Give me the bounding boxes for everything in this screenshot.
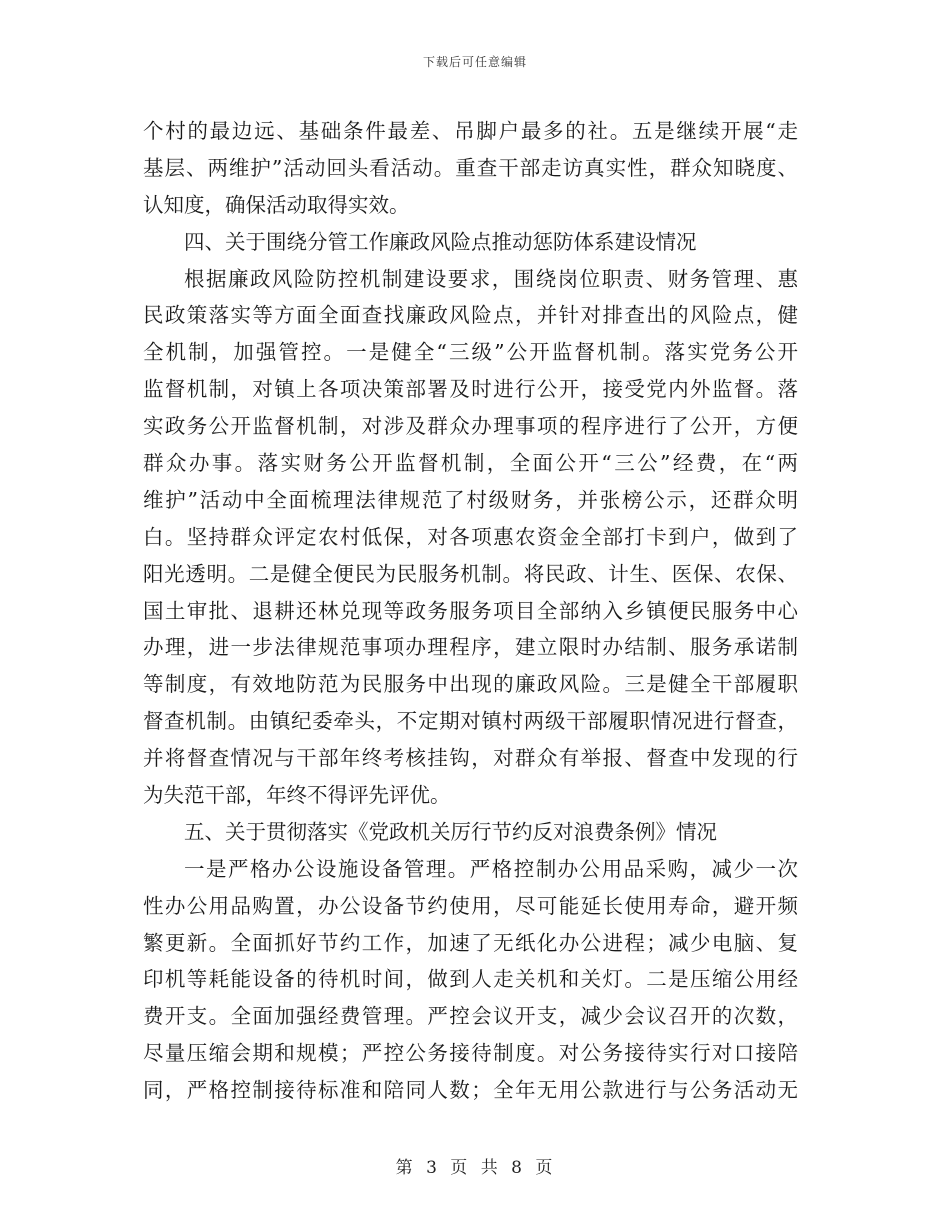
page-footer: 第 3 页 共 8 页 [395, 1158, 555, 1178]
section-heading: 五、关于贯彻落实《党政机关厉行节约反对浪费条例》情况 [184, 819, 717, 844]
section-heading: 四、关于围绕分管工作廉政风险点推动惩防体系建设情况 [184, 229, 697, 254]
text-line: 维护”活动中全面梳理法律规范了村级财务，并张榜公示，还群众明 [143, 487, 798, 512]
text-line: 费开支。全面加强经费管理。严控会议开支，减少会议召开的次数， [143, 1004, 798, 1029]
text-line: 繁更新。全面抓好节约工作，加速了无纸化办公进程；减少电脑、复 [143, 930, 798, 955]
text-line: 基层、两维护”活动回头看活动。重查干部走访真实性，群众知晓度、 [143, 155, 798, 180]
text-line: 民政策落实等方面全面查找廉政风险点，并针对排查出的风险点，健 [143, 303, 798, 328]
text-line: 实政务公开监督机制，对涉及群众办理事项的程序进行了公开，方便 [143, 414, 798, 439]
text-line: 尽量压缩会期和规模；严控公务接待制度。对公务接待实行对口接陪 [143, 1041, 798, 1066]
text-line: 督查机制。由镇纪委牵头，不定期对镇村两级干部履职情况进行督查， [143, 709, 798, 734]
text-line: 同，严格控制接待标准和陪同人数；全年无用公款进行与公务活动无 [143, 1078, 798, 1103]
text-line: 并将督查情况与干部年终考核挂钩，对群众有举报、督查中发现的行 [143, 746, 798, 771]
page-header: 下载后可任意编辑 [422, 55, 527, 69]
text-line: 等制度，有效地防范为民服务中出现的廉政风险。三是健全干部履职 [143, 672, 798, 697]
text-line: 性办公用品购置，办公设备节约使用，尽可能延长使用寿命，避开频 [143, 893, 798, 918]
text-line: 全机制，加强管控。一是健全“三级”公开监督机制。落实党务公开 [143, 340, 798, 365]
text-line: 群众办事。落实财务公开监督机制，全面公开“三公”经费，在“两 [143, 451, 798, 476]
text-line: 办理，进一步法律规范事项办理程序，建立限时办结制、服务承诺制 [143, 635, 798, 660]
text-line: 个村的最边远、基础条件最差、吊脚户最多的社。五是继续开展“走 [143, 119, 798, 143]
text-line: 监督机制，对镇上各项决策部署及时进行公开，接受党内外监督。落 [143, 377, 798, 402]
text-line: 国土审批、退耕还林兑现等政务服务项目全部纳入乡镇便民服务中心 [143, 598, 798, 623]
text-line: 阳光透明。二是健全便民为民服务机制。将民政、计生、医保、农保、 [143, 561, 798, 586]
text-line: 认知度，确保活动取得实效。 [143, 192, 410, 217]
text-line: 根据廉政风险防控机制建设要求，围绕岗位职责、财务管理、惠 [184, 266, 798, 291]
text-line: 印机等耗能设备的待机时间，做到人走关机和关灯。二是压缩公用经 [143, 967, 798, 992]
document-body [143, 113, 798, 1109]
text-line: 一是严格办公设施设备管理。严格控制办公用品采购，减少一次 [184, 856, 798, 881]
text-line: 白。坚持群众评定农村低保，对各项惠农资金全部打卡到户，做到了 [143, 524, 798, 549]
text-line: 为失范干部，年终不得评先评优。 [143, 783, 451, 808]
